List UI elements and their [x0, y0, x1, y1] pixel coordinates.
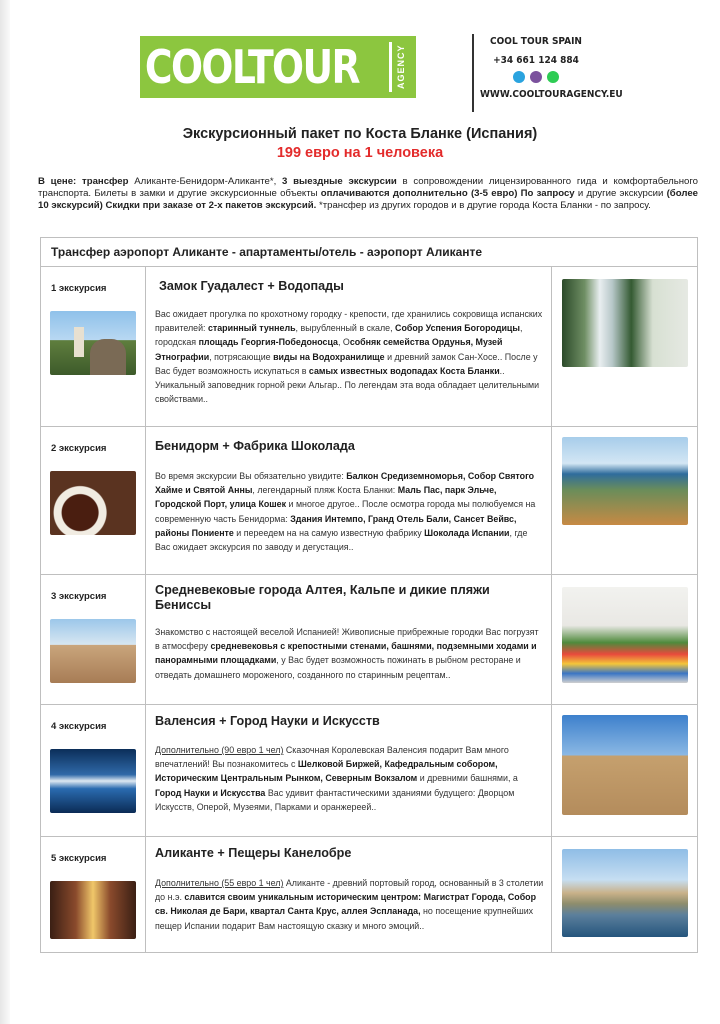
transfer-header: Трансфер аэропорт Аликанте - апартаменты/отель - аэропорт Аликанте [41, 238, 697, 267]
intro-text-4: *трансфер из других городов и в другие города Коста Бланки - по запросу. [316, 200, 651, 212]
excursion-label-cell [41, 705, 146, 836]
price-line: 199 евро на 1 человека [276, 145, 444, 161]
telegram-icon[interactable] [513, 71, 525, 83]
excursion-description [155, 625, 545, 682]
desc-bold: Собор Успения Богородицы [395, 323, 520, 334]
alicante-street-photo [50, 881, 136, 939]
excursion-label-cell [41, 575, 146, 704]
excursion-title: Валенсия + Город Науки и Искусств [155, 714, 380, 728]
excursion-label: 1 экскурсия [51, 283, 107, 294]
excursion-label-cell [41, 427, 146, 574]
desc-text: Во время экскурсии Вы обязательно увидите: [155, 471, 347, 481]
intro-strong-1: трансфер [82, 176, 129, 187]
intro-text-3: и другие экскурсии [574, 188, 667, 200]
desc-bold: средневековья с крепостными стенами, башнями, подземными ходами и панорамными площадками [155, 641, 537, 666]
excursion-photo-cell [551, 575, 697, 704]
logo-bar [389, 42, 392, 92]
desc-text: и древний замок Сан-Хосе.. После у Вас будет возможность искупаться в [155, 351, 538, 376]
excursion-title: Аликанте + Пещеры Канелобре [155, 846, 352, 860]
intro-text-1: Аликанте-Бенидорм-Аликанте*, [128, 176, 283, 187]
header [140, 32, 623, 110]
page-title: Экскурсионный пакет по Коста Бланке (Испания) [182, 126, 538, 142]
excursion-description [155, 307, 545, 406]
desc-text: Сказочная Королевская Валенсия подарит Вам много впечатлений! Вы познакомитесь с [155, 745, 509, 770]
excursion-row-5 [41, 837, 697, 953]
excursion-label-cell [41, 837, 146, 953]
excursion-label: 4 экскурсия [51, 721, 107, 732]
desc-bold: славится своим уникальным историческим центром: Магистрат Города, Собор св. Николая де Бари, квартал Санта Крус, аллея Эспланада, [155, 892, 537, 917]
intro-label: В цене: [38, 176, 77, 187]
colored-stairs-photo [562, 587, 688, 683]
excursion-photo-cell [551, 267, 697, 426]
excursion-row-1 [41, 267, 697, 427]
chocolate-photo [50, 471, 136, 535]
desc-bold: виды на Водохранилище [273, 351, 385, 362]
desc-bold: Балкон Средиземноморья, Собор Святого Хайме и Святой Анны [155, 471, 535, 496]
waterfall-photo [562, 279, 688, 367]
desc-text: , где Вас ожидает экскурсия по заводу и дегустация.. [155, 527, 528, 553]
desc-text: .. Уникальный заповедник горной реки Альгар.. По легендам эта вода обладает целительными свойствами.. [155, 365, 540, 405]
whatsapp-icon[interactable] [547, 71, 559, 83]
excursion-row-3 [41, 575, 697, 705]
excursion-label: 2 экскурсия [51, 443, 107, 454]
excursion-label: 3 экскурсия [51, 591, 107, 602]
company-name: COOL TOUR SPAIN [490, 36, 582, 47]
extra-cost-note: Дополнительно (90 евро 1 чел) [155, 745, 284, 755]
website-link[interactable]: WWW.COOLTOURAGENCY.EU [480, 89, 623, 100]
excursion-row-4 [41, 705, 697, 837]
intro-paragraph [38, 176, 698, 213]
phone-number[interactable]: +34 661 124 884 [493, 55, 579, 66]
excursion-photo-cell [551, 427, 697, 574]
excursion-description [155, 469, 545, 554]
excursion-title: Средневековые города Алтея, Кальпе и дикие пляжи Бениссы [155, 583, 490, 612]
desc-bold: самых известных водопадах Коста Бланки [308, 365, 500, 376]
valencia-arts-sciences-photo [50, 749, 136, 813]
excursion-photo-cell [551, 705, 697, 836]
benidorm-photo [562, 437, 688, 525]
excursions-table [40, 237, 698, 953]
desc-text: , О [337, 337, 350, 348]
desc-bold: Шоколада Испании [424, 527, 510, 538]
desc-text: , вырубленный в скале, [295, 323, 396, 334]
desc-text: Вас ожидает прогулка по крохотному городку - крепости, где хранились сокровища испанских правителей: [155, 309, 543, 334]
logo-subtext: AGENCY [396, 44, 406, 90]
desc-text: , легендарный пляж Коста Бланки: [252, 485, 398, 496]
excursion-label-cell [41, 267, 146, 426]
desc-bold: площадь Георгия-Победоносца [198, 337, 338, 348]
desc-text: но посещение крупнейших пещер Испании подарит Вам настоящую сказку и много эмоций.. [155, 906, 534, 931]
excursion-description [155, 743, 545, 814]
desc-bold: Город Науки и Искусства [155, 787, 266, 798]
desc-text: , у Вас будет возможность пожинать в рыбном ресторане и отведать домашнего мороженого, созданного по старинным рецептам.. [155, 655, 521, 680]
cooltour-logo[interactable] [140, 36, 416, 98]
desc-text: , потрясающие [209, 351, 274, 362]
desc-bold: Здания Интемпо, Гранд Отель Бали, Сансет Вейвс, районы Пониенте [155, 513, 517, 538]
desc-text: Вас удивит фантастическими зданиями будущего: Дворцом Искусств, Оперой, Музеями, Парками и оранжереей.. [155, 787, 515, 812]
altea-photo [50, 619, 136, 683]
desc-bold: Шелковой Биржей, Кафедральным собором, Историческим Центральным Рынком, Северным Вокзалом [155, 759, 498, 784]
desc-bold: собняк семейства Ордунья, Музей Этнографии [155, 337, 503, 362]
intro-strong-4: (более 10 экскурсий) Скидки при заказе от 2-х пакетов экскурсий. [38, 188, 698, 212]
desc-text: Аликанте - древний портовый город, основанный в 3 столетии до н.э. [155, 878, 544, 903]
desc-text: , городская [155, 323, 523, 348]
excursion-title: Замок Гуадалест + Водопады [159, 279, 344, 293]
intro-strong-2: 3 выездные экскурсии [282, 176, 397, 187]
intro-text-2: в сопровождении лицензированного гида и комфортабельного транспорта. Билеты в замки и другие экскурсионные объекты [38, 176, 699, 200]
contact-block [480, 36, 623, 100]
messenger-icons [480, 71, 592, 83]
desc-text: и многое другое.. После осмотра города мы полюбуемся на современную часть Бенидорма: [155, 499, 536, 524]
excursion-row-2 [41, 427, 697, 575]
alicante-panorama-photo [562, 849, 688, 937]
desc-text: и переедем на на самую известную фабрику [233, 527, 425, 538]
desc-bold: старинный туннель [207, 323, 296, 334]
excursion-photo-cell [551, 837, 697, 953]
desc-bold: Маль Пас, парк Эльче, Городской Порт, улица Кошек [155, 485, 497, 510]
desc-text: Знакомство с настоящей веселой Испанией! Живописные прибрежные городки Вас погрузят в атмосферу [155, 627, 539, 652]
excursion-label: 5 экскурсия [51, 853, 107, 864]
valencia-palace-photo [562, 715, 688, 815]
desc-text: и древними башнями, а [417, 773, 518, 784]
excursion-title: Бенидорм + Фабрика Шоколада [155, 439, 355, 453]
excursion-description [155, 876, 545, 933]
logo-text: COOLTOUR [144, 40, 359, 94]
viber-icon[interactable] [530, 71, 542, 83]
intro-strong-3: оплачиваются дополнительно (3-5 евро) По запросу [320, 188, 575, 200]
extra-cost-note: Дополнительно (55 евро 1 чел) [155, 878, 284, 888]
header-divider [472, 34, 474, 112]
guadalest-castle-photo [50, 311, 136, 375]
